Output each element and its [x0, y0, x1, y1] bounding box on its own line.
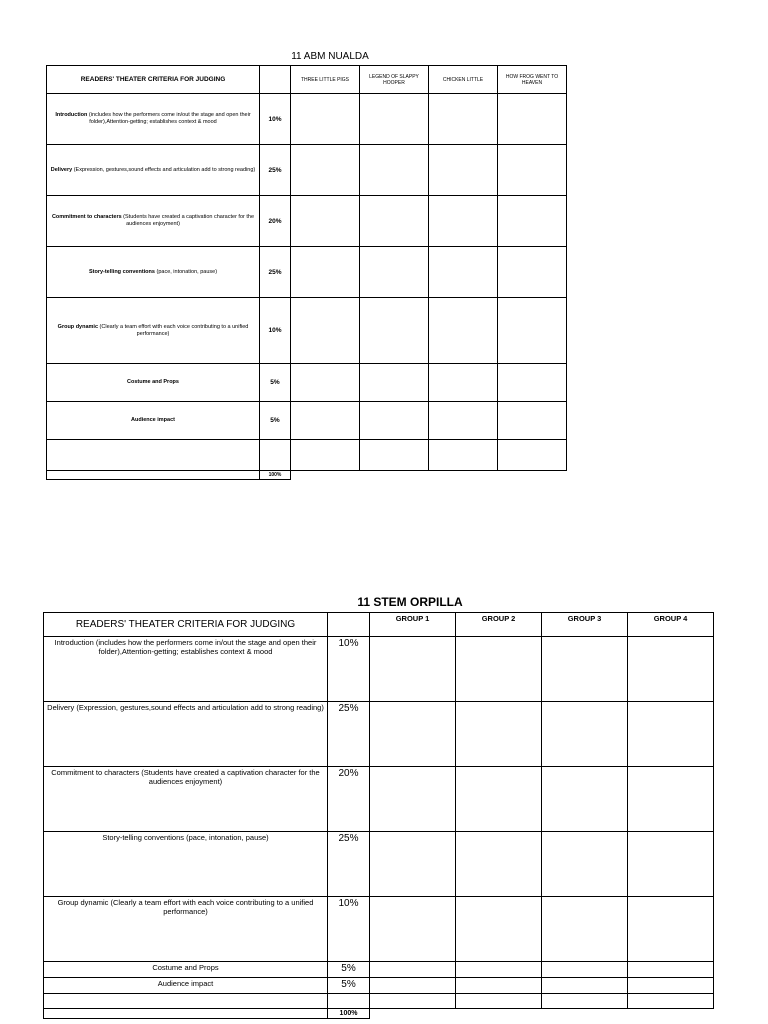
- score-cell[interactable]: [291, 247, 360, 298]
- score-cell[interactable]: [360, 298, 429, 364]
- blank-cell: [370, 1009, 714, 1019]
- score-cell[interactable]: [360, 364, 429, 402]
- score-cell[interactable]: [370, 994, 456, 1009]
- criterion-cell: [47, 298, 260, 364]
- column-header: GROUP 2: [456, 613, 542, 637]
- stem-judging-table: [43, 612, 714, 1019]
- criterion-text: (Students have created a captivation character for the audiences enjoyment): [121, 214, 255, 227]
- total-row: [47, 471, 567, 480]
- column-header: HOW FROG WENT TO HEAVEN: [498, 66, 567, 94]
- score-cell[interactable]: [456, 994, 542, 1009]
- score-cell[interactable]: [456, 767, 542, 832]
- table-row: [44, 637, 714, 702]
- score-cell[interactable]: [456, 637, 542, 702]
- column-header: THREE LITTLE PIGS: [291, 66, 360, 94]
- criterion-cell: [47, 94, 260, 145]
- criterion-lead: Story-telling conventions: [88, 268, 155, 275]
- score-cell[interactable]: [498, 440, 567, 471]
- score-cell[interactable]: [429, 402, 498, 440]
- score-cell[interactable]: [628, 832, 714, 897]
- score-cell[interactable]: [370, 962, 456, 978]
- score-cell[interactable]: [628, 702, 714, 767]
- table-row: [44, 994, 714, 1009]
- criterion-lead: Group dynamic: [57, 323, 99, 330]
- score-cell[interactable]: [456, 832, 542, 897]
- score-cell[interactable]: [360, 196, 429, 247]
- score-cell[interactable]: [370, 978, 456, 994]
- score-cell[interactable]: [542, 962, 628, 978]
- score-cell[interactable]: [429, 94, 498, 145]
- weight-cell: 5%: [260, 402, 291, 440]
- weight-cell: 5%: [260, 364, 291, 402]
- score-cell[interactable]: [628, 962, 714, 978]
- blank-cell: [47, 440, 260, 471]
- criterion-lead: Delivery: [50, 166, 73, 173]
- score-cell[interactable]: [456, 897, 542, 962]
- blank-cell: [291, 471, 567, 480]
- score-cell[interactable]: [456, 702, 542, 767]
- criterion-cell: Commitment to characters (Students have created a captivation character for the audiences enjoyment): [44, 767, 328, 832]
- weight-cell: 20%: [260, 196, 291, 247]
- criterion-cell: [47, 364, 260, 402]
- score-cell[interactable]: [429, 196, 498, 247]
- score-cell[interactable]: [542, 897, 628, 962]
- score-cell[interactable]: [498, 94, 567, 145]
- criterion-cell: Group dynamic (Clearly a team effort with each voice contributing to a unified performance): [44, 897, 328, 962]
- criterion-cell: Delivery (Expression, gestures,sound effects and articulation add to strong reading): [44, 702, 328, 767]
- abm-judging-table: [46, 65, 567, 480]
- pct-header-cell: [328, 613, 370, 637]
- score-cell[interactable]: [429, 247, 498, 298]
- weight-cell: 5%: [328, 978, 370, 994]
- criterion-text: (includes how the performers come in/out the stage and open their folder),Attention-getting; establishes context & mood: [87, 112, 251, 125]
- score-cell[interactable]: [370, 702, 456, 767]
- score-cell[interactable]: [456, 978, 542, 994]
- score-cell[interactable]: [542, 978, 628, 994]
- score-cell[interactable]: [498, 298, 567, 364]
- score-cell[interactable]: [291, 440, 360, 471]
- score-cell[interactable]: [360, 94, 429, 145]
- blank-cell: [44, 1009, 328, 1019]
- column-header: GROUP 1: [370, 613, 456, 637]
- weight-cell: 25%: [260, 145, 291, 196]
- column-header: CHICKEN LITTLE: [429, 66, 498, 94]
- criteria-header: READERS' THEATER CRITERIA FOR JUDGING: [44, 613, 328, 637]
- table-row: [47, 364, 567, 402]
- table-row: [47, 247, 567, 298]
- criterion-cell: Costume and Props: [44, 962, 328, 978]
- score-cell[interactable]: [291, 298, 360, 364]
- column-header: GROUP 3: [542, 613, 628, 637]
- weight-cell: 25%: [328, 702, 370, 767]
- table-row: [44, 832, 714, 897]
- blank-cell: [44, 994, 328, 1009]
- total-cell: 100%: [328, 1009, 370, 1019]
- weight-cell: 25%: [328, 832, 370, 897]
- score-cell[interactable]: [429, 364, 498, 402]
- score-cell[interactable]: [498, 364, 567, 402]
- section2-title: 11 STEM ORPILLA: [357, 595, 463, 609]
- score-cell[interactable]: [542, 832, 628, 897]
- score-cell[interactable]: [291, 94, 360, 145]
- score-cell[interactable]: [498, 145, 567, 196]
- criterion-cell: Introduction (includes how the performers come in/out the stage and open their folder),Attention-getting; establishes context & mood: [44, 637, 328, 702]
- score-cell[interactable]: [498, 196, 567, 247]
- total-cell: 100%: [260, 471, 291, 480]
- weight-cell: 10%: [328, 637, 370, 702]
- table-row: [47, 298, 567, 364]
- blank-cell: [328, 994, 370, 1009]
- criterion-cell: [47, 247, 260, 298]
- weight-cell: 25%: [260, 247, 291, 298]
- criteria-header: READERS' THEATER CRITERIA FOR JUDGING: [47, 66, 260, 94]
- table-row: [47, 94, 567, 145]
- score-cell[interactable]: [628, 767, 714, 832]
- criterion-lead: Introduction: [55, 112, 88, 118]
- score-cell[interactable]: [542, 637, 628, 702]
- table-row: [47, 145, 567, 196]
- score-cell[interactable]: [370, 767, 456, 832]
- table-row: [47, 440, 567, 471]
- score-cell[interactable]: [628, 637, 714, 702]
- weight-cell: 10%: [260, 94, 291, 145]
- table-row: [44, 897, 714, 962]
- criterion-text: (Expression, gestures,sound effects and articulation add to strong reading): [72, 166, 256, 173]
- score-cell[interactable]: [291, 402, 360, 440]
- score-cell[interactable]: [628, 897, 714, 962]
- score-cell[interactable]: [370, 637, 456, 702]
- blank-cell: [260, 440, 291, 471]
- criterion-cell: [47, 145, 260, 196]
- section1-title: 11 ABM NUALDA: [291, 51, 369, 62]
- criterion-cell: Audience impact: [44, 978, 328, 994]
- score-cell[interactable]: [360, 145, 429, 196]
- pct-header-cell: [260, 66, 291, 94]
- criterion-text: (pace, intonation, pause): [154, 268, 218, 275]
- table-row: [47, 196, 567, 247]
- table-row: [44, 962, 714, 978]
- blank-cell: [47, 471, 260, 480]
- table-row: [47, 402, 567, 440]
- score-cell[interactable]: [291, 364, 360, 402]
- criterion-text: (Clearly a team effort with each voice contributing to a unified performance): [98, 323, 249, 337]
- weight-cell: 20%: [328, 767, 370, 832]
- score-cell[interactable]: [291, 196, 360, 247]
- criterion-cell: [47, 402, 260, 440]
- table-row: [44, 978, 714, 994]
- criterion-cell: Story-telling conventions (pace, intonation, pause): [44, 832, 328, 897]
- score-cell[interactable]: [291, 145, 360, 196]
- table-row: [44, 767, 714, 832]
- score-cell[interactable]: [628, 978, 714, 994]
- score-cell[interactable]: [542, 994, 628, 1009]
- score-cell[interactable]: [498, 402, 567, 440]
- score-cell[interactable]: [542, 702, 628, 767]
- column-header: LEGEND OF SLAPPY HOOPER: [360, 66, 429, 94]
- weight-cell: 10%: [328, 897, 370, 962]
- score-cell[interactable]: [360, 440, 429, 471]
- score-cell[interactable]: [429, 440, 498, 471]
- column-header: GROUP 4: [628, 613, 714, 637]
- criterion-lead: Commitment to characters: [51, 214, 122, 220]
- score-cell[interactable]: [542, 767, 628, 832]
- score-cell[interactable]: [429, 298, 498, 364]
- criterion-lead: Costume and Props: [127, 379, 179, 385]
- score-cell[interactable]: [429, 145, 498, 196]
- score-cell[interactable]: [456, 962, 542, 978]
- total-row: [44, 1009, 714, 1019]
- score-cell[interactable]: [370, 897, 456, 962]
- weight-cell: 10%: [260, 298, 291, 364]
- criterion-lead: Audience impact: [130, 417, 175, 423]
- weight-cell: 5%: [328, 962, 370, 978]
- score-cell[interactable]: [370, 832, 456, 897]
- score-cell[interactable]: [628, 994, 714, 1009]
- criterion-cell: [47, 196, 260, 247]
- table-row: [44, 702, 714, 767]
- score-cell[interactable]: [498, 247, 567, 298]
- score-cell[interactable]: [360, 247, 429, 298]
- score-cell[interactable]: [360, 402, 429, 440]
